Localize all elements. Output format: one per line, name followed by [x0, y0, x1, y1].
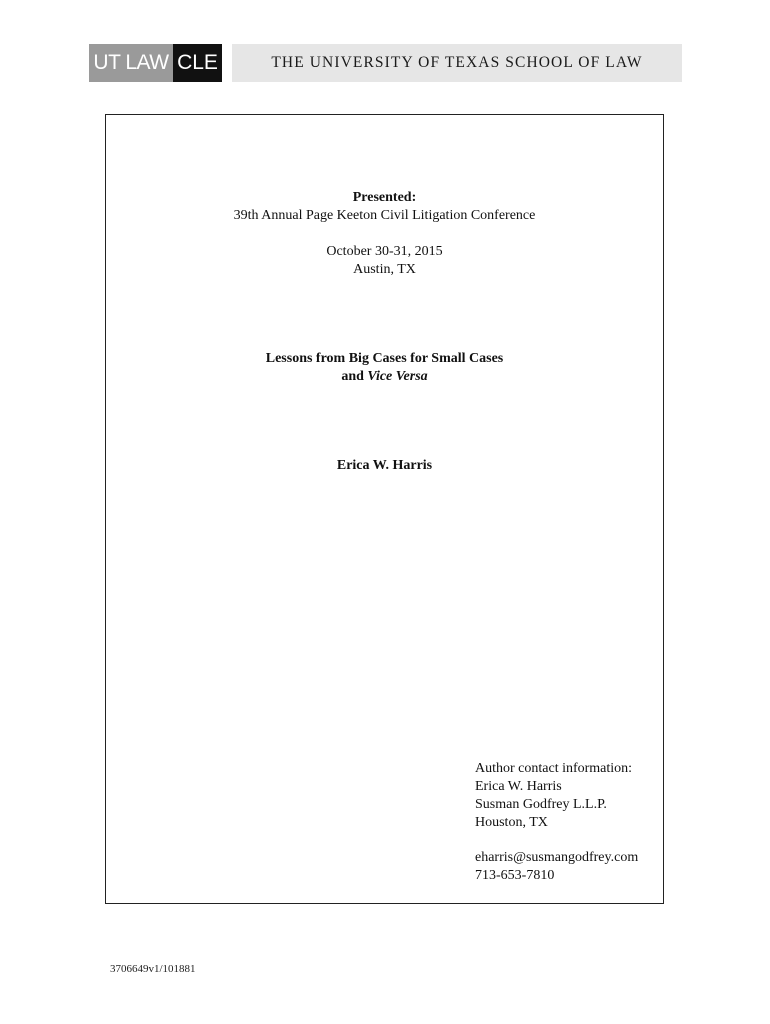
header-divider	[222, 44, 232, 82]
talk-title-italic: Vice Versa	[367, 369, 428, 384]
talk-title-line-2	[106, 368, 663, 386]
document-id: 3706649v1/101881	[110, 963, 196, 975]
talk-title-prefix: and	[341, 369, 368, 384]
ut-law-logo: UT LAW	[89, 44, 173, 82]
talk-title-line-1: Lessons from Big Cases for Small Cases	[265, 351, 504, 366]
contact-spacer	[475, 832, 638, 849]
institution-title: THE UNIVERSITY OF TEXAS SCHOOL OF LAW	[232, 44, 682, 82]
contact-heading: Author contact information:	[475, 761, 633, 776]
author-name: Erica W. Harris	[336, 458, 433, 473]
presented-label: Presented:	[352, 190, 417, 205]
conference-location: Austin, TX	[353, 262, 416, 277]
contact-phone: 713-653-7810	[475, 868, 555, 883]
header-banner	[89, 44, 682, 82]
cle-logo: CLE	[173, 44, 222, 82]
author-contact-block	[475, 760, 638, 885]
contact-email: eharris@susmangodfrey.com	[475, 850, 639, 865]
conference-dates: October 30-31, 2015	[326, 244, 443, 259]
conference-name: 39th Annual Page Keeton Civil Litigation Conference	[233, 208, 536, 223]
contact-name: Erica W. Harris	[475, 779, 562, 794]
contact-city: Houston, TX	[475, 815, 548, 830]
contact-firm: Susman Godfrey L.L.P.	[475, 797, 607, 812]
cover-frame	[105, 114, 664, 904]
